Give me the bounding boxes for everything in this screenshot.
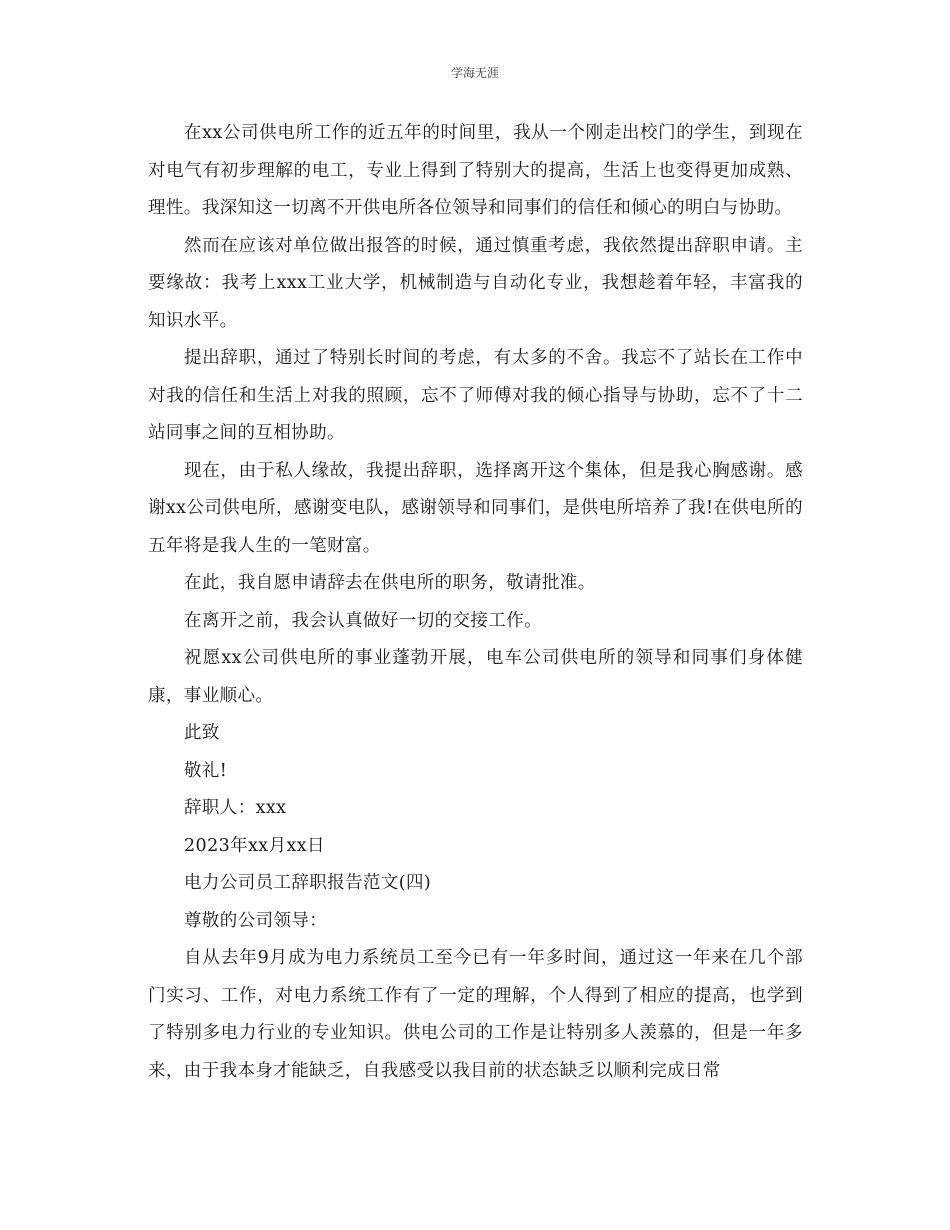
- signature-line: 辞职人：xxx: [184, 798, 287, 818]
- section-title: 电力公司员工辞职报告范文(四): [184, 873, 432, 893]
- paragraph-5: 在此，我自愿申请辞去在供电所的职务，敬请批准。: [184, 573, 596, 593]
- paragraph-2: 然而在应该对单位做出报答的时候，通过慎重考虑，我依然提出辞职申请。主要缘故：我考上xxx工业大学，机械制造与自动化专业，我想趁着年轻，丰富我的知识水平。: [148, 235, 803, 331]
- date-line: 2023年xx月xx日: [184, 835, 325, 856]
- paragraph-4: 现在，由于私人缘故，我提出辞职，选择离开这个集体，但是我心胸感谢。感谢xx公司供电所，感谢变电队，感谢领导和同事们，是供电所培养了我!在供电所的五年将是我人生的一笔财富。: [148, 460, 803, 556]
- document-body: [148, 115, 803, 1090]
- page-header: 学海无涯: [450, 66, 499, 80]
- closing-salutation: 此致: [184, 723, 220, 743]
- greeting-line: 尊敬的公司领导：: [184, 910, 328, 931]
- paragraph-7: 祝愿xx公司供电所的事业蓬勃开展，电车公司供电所的领导和同事们身体健康，事业顺心。: [148, 648, 803, 706]
- closing-regards: 敬礼!: [184, 760, 228, 781]
- paragraph-3: 提出辞职，通过了特别长时间的考虑，有太多的不舍。我忘不了站长在工作中对我的信任和生活上对我的照顾，忘不了师傅对我的倾心指导与协助，忘不了十二站同事之间的互相协助。: [148, 348, 803, 443]
- paragraph-6: 在离开之前，我会认真做好一切的交接工作。: [184, 610, 542, 631]
- paragraph-1: 在xx公司供电所工作的近五年的时间里，我从一个刚走出校门的学生，到现在对电气有初步理解的电工，专业上得到了特别大的提高，生活上也变得更加成熟、理性。我深知这一切离不开供电所各位领导和同事们的信任和倾心的明白与协助。: [148, 123, 803, 218]
- paragraph-8: 自从去年9月成为电力系统员工至今已有一年多时间，通过这一年来在几个部门实习、工作，对电力系统工作有了一定的理解，个人得到了相应的提高，也学到了特别多电力行业的专业知识。供电公司的工作是让特别多人羡慕的，但是一年多来，由于我本身才能缺乏，自我感受以我目前的状态缺乏以顺利完成日常: [148, 948, 803, 1081]
